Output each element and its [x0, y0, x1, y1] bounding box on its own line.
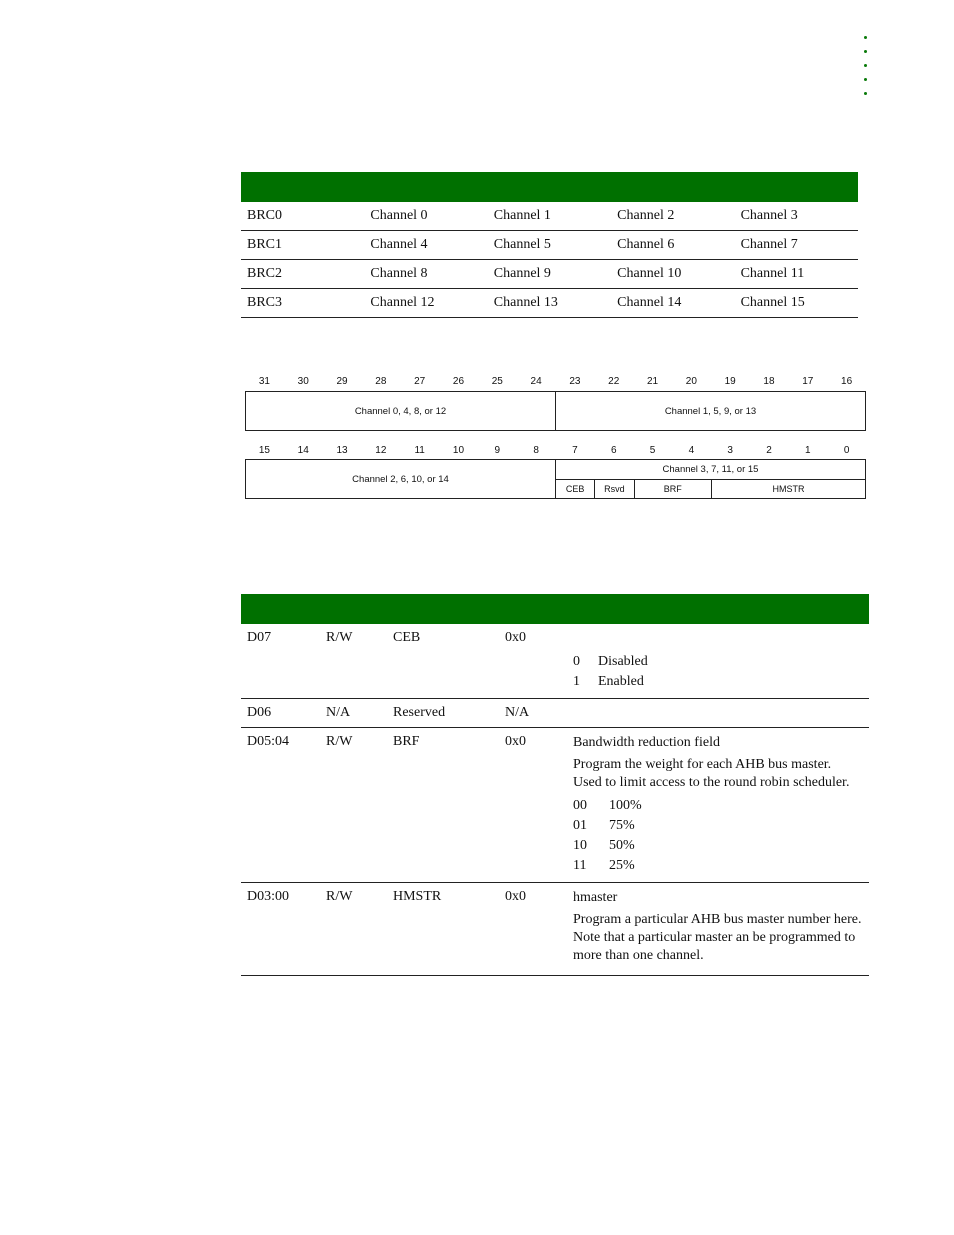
bit-number: 9 [494, 445, 501, 456]
bit-number: 18 [763, 376, 775, 387]
bit-number: 11 [414, 445, 425, 456]
table-cell: Channel 1 [493, 208, 551, 223]
bit-number: 22 [608, 376, 620, 387]
table-row [241, 624, 869, 699]
table-cell: Channel 14 [617, 295, 682, 310]
cell-bits: D07 [247, 630, 272, 645]
register-lower-half [245, 459, 866, 499]
margin-dots [864, 36, 867, 106]
value-code: 1 [573, 674, 580, 689]
table-row [241, 699, 869, 728]
cell-access: R/W [326, 734, 353, 749]
table-row [241, 260, 858, 289]
value-entry [573, 672, 863, 692]
table-cell: Channel 10 [617, 266, 682, 281]
value-code: 10 [573, 838, 587, 853]
cell-reset: 0x0 [505, 630, 526, 645]
bit-number: 0 [843, 445, 850, 456]
cell-reset: 0x0 [505, 734, 526, 749]
description-text: Program a particular AHB bus master number here. Note that a particular master an be programmed to more than one channel. [573, 912, 862, 963]
bit-number: 26 [452, 376, 465, 387]
field-lower-right: Channel 3, 7, 11, or 15 [556, 460, 865, 480]
table-cell: Channel 13 [493, 295, 558, 310]
bit-number: 20 [685, 376, 697, 387]
value-meaning: 75% [609, 818, 635, 833]
cell-mnemonic: Reserved [393, 705, 446, 720]
cell-description [573, 699, 869, 727]
table-cell: BRC2 [247, 266, 283, 281]
lower-bit-numbers [245, 445, 866, 456]
table-row [241, 202, 858, 231]
value-entry [573, 796, 863, 816]
bit-field-table [241, 594, 869, 976]
table-row [241, 883, 869, 976]
table-cell: Channel 15 [740, 295, 805, 310]
table-row [241, 231, 858, 260]
table-header-bar [241, 594, 869, 624]
bit-number: 17 [802, 376, 814, 387]
table-cell: BRC0 [247, 208, 283, 223]
cell-access: R/W [326, 889, 353, 904]
table-cell: Channel 6 [617, 237, 675, 252]
cell-bits: D05:04 [247, 734, 289, 749]
bit-number: 10 [452, 445, 465, 456]
value-meaning: Enabled [598, 674, 644, 689]
bit-number: 7 [572, 445, 578, 456]
value-meaning: 25% [609, 858, 635, 873]
value-code: 0 [573, 654, 580, 669]
cell-description [573, 883, 869, 975]
table-cell: Channel 9 [493, 266, 551, 281]
field-upper-right: Channel 1, 5, 9, or 13 [555, 392, 865, 430]
subfield-brf: BRF [635, 480, 713, 498]
bit-number: 19 [724, 376, 736, 387]
value-meaning: 50% [609, 838, 635, 853]
bit-number: 28 [375, 376, 387, 387]
bit-number: 16 [841, 376, 853, 387]
bit-number: 4 [688, 445, 695, 456]
table-cell: BRC1 [247, 237, 283, 252]
table-row [241, 728, 869, 883]
cell-mnemonic: CEB [393, 630, 421, 645]
table-cell: Channel 8 [370, 266, 428, 281]
bit-number: 27 [414, 376, 426, 387]
cell-description [573, 624, 869, 698]
table-cell: Channel 5 [493, 237, 551, 252]
value-code: 01 [573, 818, 587, 833]
bit-number: 13 [336, 445, 348, 456]
table-cell: Channel 2 [617, 208, 675, 223]
upper-bit-numbers [245, 376, 866, 387]
cell-description [573, 728, 869, 882]
bit-number: 29 [336, 376, 348, 387]
table-cell: Channel 7 [740, 237, 798, 252]
table-row [241, 289, 858, 318]
table-cell: Channel 3 [740, 208, 798, 223]
bit-number: 5 [649, 445, 656, 456]
table-cell: BRC3 [247, 295, 283, 310]
subfield-ceb: CEB [556, 480, 595, 498]
bit-number: 24 [530, 376, 542, 387]
bit-number: 21 [646, 376, 659, 387]
bit-number: 8 [533, 445, 539, 456]
table-cell: Channel 12 [370, 295, 435, 310]
value-meaning: Disabled [598, 654, 648, 669]
cell-bits: D06 [247, 705, 272, 720]
cell-mnemonic: BRF [393, 734, 420, 749]
cell-reset: 0x0 [505, 889, 526, 904]
bit-number: 25 [491, 376, 503, 387]
value-entry [573, 836, 863, 856]
register-upper-half [245, 391, 866, 431]
bit-number: 3 [727, 445, 733, 456]
subfield-hmstr: HMSTR [772, 484, 805, 494]
subfield-rsvd: Rsvd [595, 480, 634, 498]
cell-access: R/W [326, 630, 353, 645]
bit-number: 14 [297, 445, 309, 456]
table-cell: Channel 4 [370, 237, 428, 252]
field-lower-left: Channel 2, 6, 10, or 14 [246, 460, 556, 498]
table-cell: Channel 11 [740, 266, 805, 281]
value-meaning: 100% [609, 798, 642, 813]
value-entry [573, 652, 863, 672]
cell-reset: N/A [505, 705, 530, 720]
value-entry [573, 816, 863, 836]
brc-channel-table [241, 172, 858, 318]
cell-access: N/A [326, 705, 351, 720]
bit-number: 2 [766, 445, 772, 456]
bit-number: 23 [569, 376, 581, 387]
value-code: 00 [573, 798, 587, 813]
table-cell: Channel 0 [370, 208, 428, 223]
bit-number: 6 [610, 445, 617, 456]
bit-number: 12 [375, 445, 387, 456]
field-upper-left: Channel 0, 4, 8, or 12 [354, 405, 447, 417]
description-text: Bandwidth reduction field [573, 735, 720, 750]
bit-number: 31 [258, 376, 270, 387]
value-entry [573, 856, 863, 876]
value-code: 11 [573, 858, 587, 873]
cell-bits: D03:00 [247, 889, 289, 904]
bit-number: 1 [805, 445, 811, 456]
description-text: hmaster [573, 890, 618, 905]
cell-mnemonic: HMSTR [393, 889, 442, 904]
bit-number: 15 [258, 445, 270, 456]
bit-number: 30 [297, 376, 309, 387]
description-text: Program the weight for each AHB bus master. Used to limit access to the round robin scheduler. [573, 757, 850, 790]
table-header-bar [241, 172, 858, 202]
